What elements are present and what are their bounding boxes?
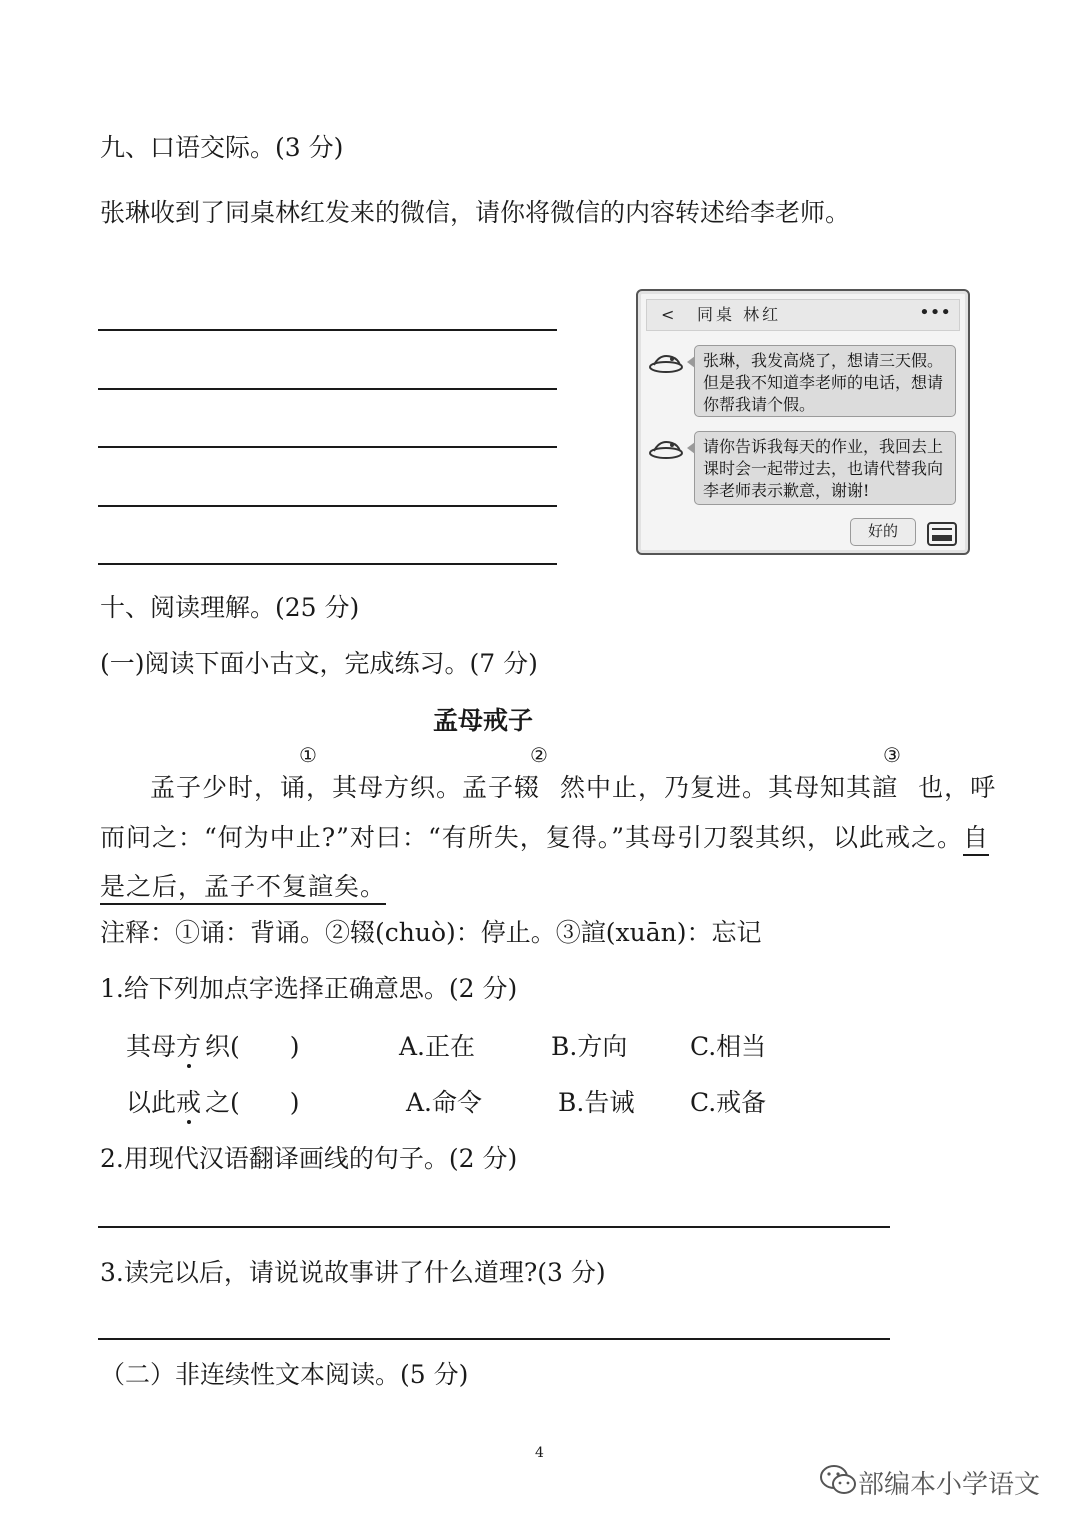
passage-title: 孟母戒子 <box>433 706 534 735</box>
chat-contact-name: 同桌 林红 <box>697 305 782 324</box>
question-1b <box>126 1088 300 1118</box>
notes: 注释：①诵：背诵。②辍(chuò)：停止。③諠(xuān)：忘记 <box>100 918 762 947</box>
question-3: 3.读完以后，请说说故事讲了什么道理?(3 分) <box>100 1258 606 1287</box>
answer-line <box>98 388 557 390</box>
answer-line <box>98 505 557 507</box>
section-10-heading: 十、阅读理解。(25 分) <box>100 593 360 622</box>
footnote-marker-2: ② <box>530 743 548 767</box>
option-a: A.命令 <box>406 1088 483 1117</box>
passage-text: 孟子少时， <box>150 773 281 802</box>
footnote-marker-3: ③ <box>883 743 901 767</box>
dotted-character: 方 <box>176 1032 202 1061</box>
dotted-character: 戒 <box>176 1088 202 1117</box>
underlined-sentence: 是之后，孟子不复諠矣。 <box>100 872 386 905</box>
underlined-sentence: 自 <box>963 823 989 856</box>
sender-avatar <box>646 433 686 461</box>
chat-reply-bubble: 好的 <box>850 518 916 546</box>
wechat-logo-icon <box>818 1462 858 1498</box>
answer-line <box>98 1226 890 1228</box>
passage-text: 而问之：“何为中止?”对曰：“有所失，复得。”其母引刀裂其织，以此戒之。 <box>100 823 964 852</box>
question-text: 以此 <box>126 1088 177 1117</box>
passage-text: 也，呼 <box>918 773 997 802</box>
answer-line <box>98 329 557 331</box>
more-menu-icon: ••• <box>919 302 951 323</box>
user-avatar <box>924 519 960 549</box>
option-b: B.方向 <box>551 1032 628 1061</box>
chat-message-1: 张琳，我发高烧了，想请三天假。但是我不知道李老师的电话，想请你帮我请个假。 <box>694 345 956 417</box>
sender-avatar <box>646 347 686 375</box>
reading-part-2-heading: （二）非连续性文本阅读。(5 分) <box>100 1360 469 1389</box>
section-9-heading: 九、口语交际。(3 分) <box>100 133 344 162</box>
passage-line-1 <box>150 768 996 804</box>
question-text: 其母 <box>126 1032 177 1061</box>
answer-line <box>98 563 557 565</box>
question-1a <box>126 1032 300 1062</box>
watermark-text: 部编本小学语文 <box>858 1470 1041 1500</box>
reading-part-1-heading: (一)阅读下面小古文，完成练习。(7 分) <box>100 649 538 678</box>
question-2: 2.用现代汉语翻译画线的句子。(2 分) <box>100 1144 518 1173</box>
option-c: C.戒备 <box>690 1088 767 1117</box>
chat-message-2: 请你告诉我每天的作业，我回去上课时会一起带过去，也请代替我向李老师表示歉意，谢谢! <box>694 431 956 505</box>
passage-text: 然中止，乃复进。其母知其諠 <box>560 773 899 802</box>
question-1: 1.给下列加点字选择正确意思。(2 分) <box>100 974 518 1003</box>
passage-line-3 <box>100 867 386 903</box>
section-9-prompt: 张琳收到了同桌林红发来的微信，请你将微信的内容转述给李老师。 <box>100 198 851 227</box>
answer-blank: 织( ) <box>205 1032 300 1061</box>
back-icon: < <box>661 305 675 324</box>
answer-line <box>98 446 557 448</box>
passage-line-2 <box>100 818 989 854</box>
passage-text: 诵 <box>280 773 307 802</box>
wechat-chat-image <box>636 289 970 555</box>
option-b: B.告诫 <box>558 1088 635 1117</box>
answer-line <box>98 1338 890 1340</box>
chat-header <box>646 299 960 331</box>
option-c: C.相当 <box>690 1032 767 1061</box>
passage-text: ，其母方织。孟子辍 <box>306 773 541 802</box>
answer-blank: 之( ) <box>205 1088 300 1117</box>
page-number: 4 <box>535 1445 544 1461</box>
option-a: A.正在 <box>399 1032 476 1061</box>
footnote-marker-1: ① <box>299 743 317 767</box>
